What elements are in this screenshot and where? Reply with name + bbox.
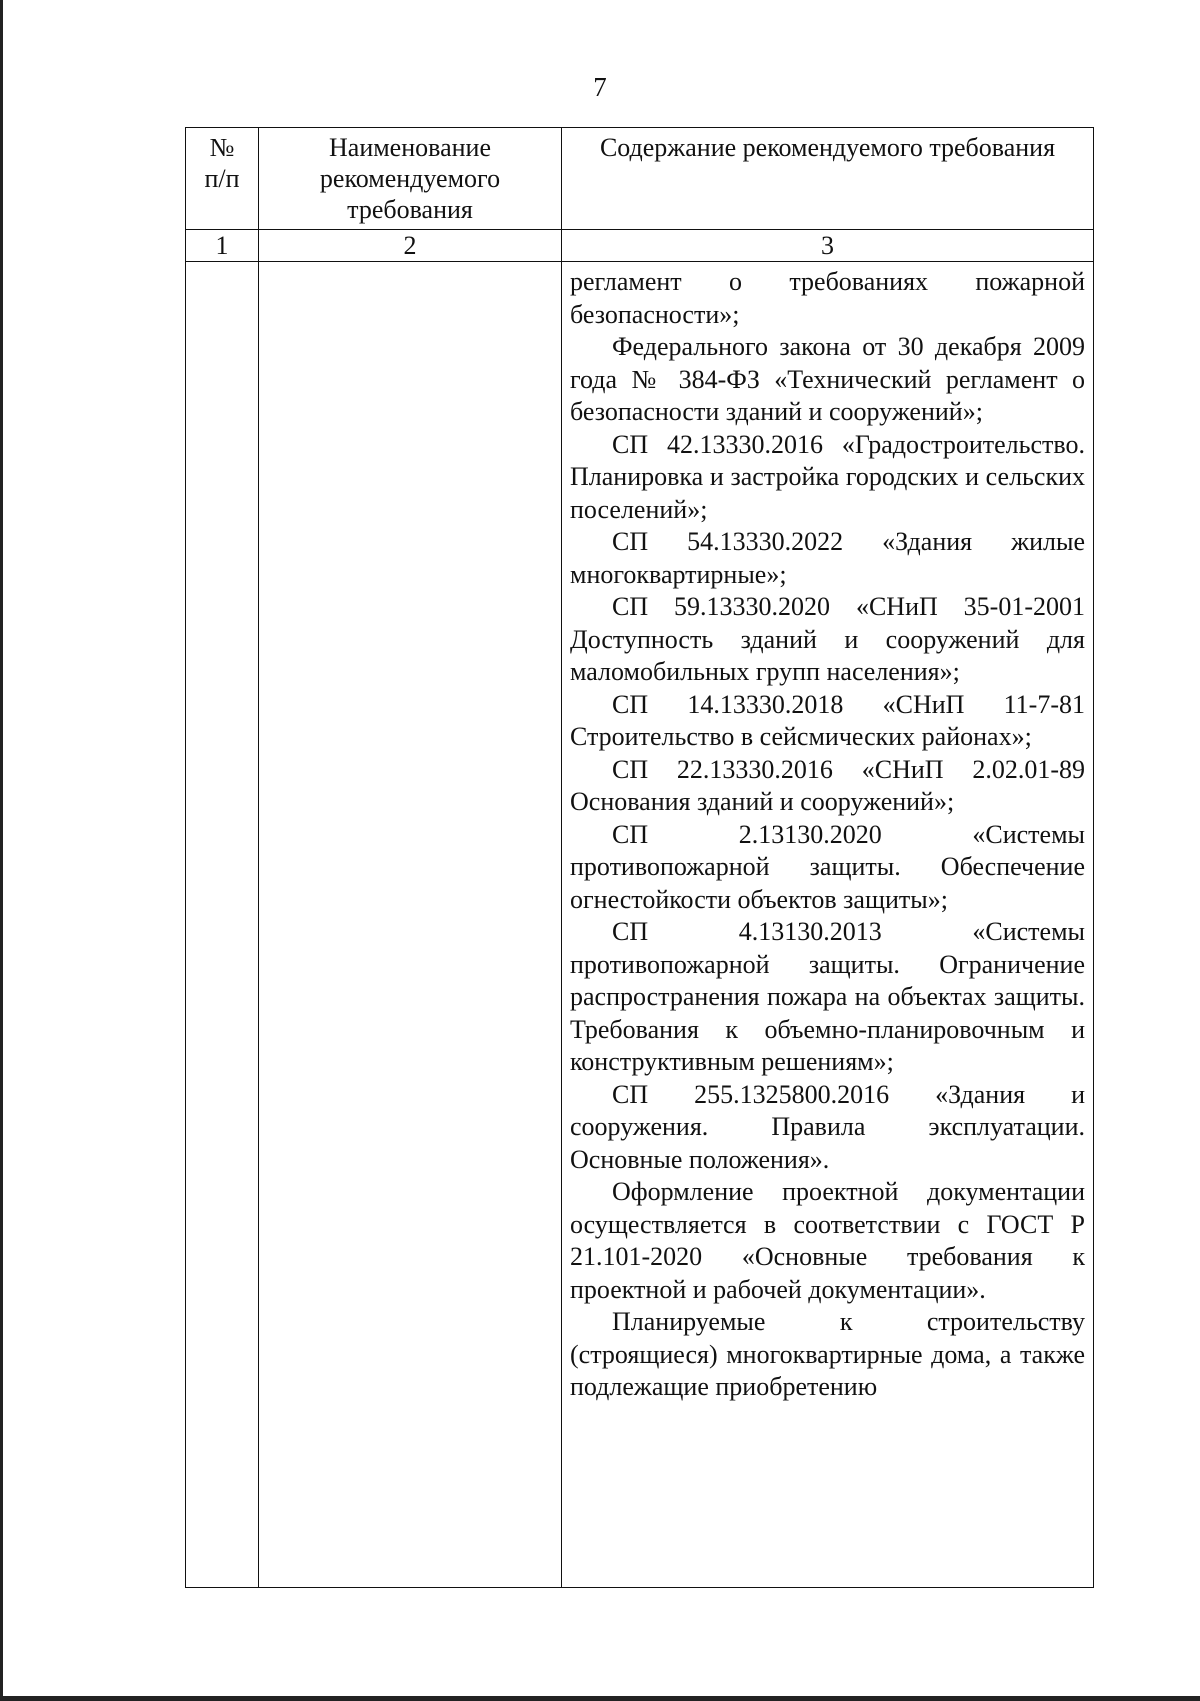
row-number-cell — [186, 262, 259, 1588]
content-paragraph: СП 4.13130.2013 «Системы противопожарной защиты. Ограничение распространения пожара на объектах защиты. Требования к объемно-планировочным и конструктивным решениям»; — [570, 917, 1085, 1076]
header-number — [186, 128, 259, 230]
table-row — [186, 262, 1094, 1588]
content-paragraph: СП 22.13330.2016 «СНиП 2.02.01-89 Основания зданий и сооружений»; — [570, 754, 1085, 816]
header-requirement-content — [562, 128, 1094, 230]
column-number-row — [186, 230, 1094, 262]
header-requirement-name-label: Наименование рекомендуемого требования — [319, 133, 501, 224]
content-paragraph: Федерального закона от 30 декабря 2009 года № 384-ФЗ «Технический регламент о безопасности зданий и сооружений»; — [570, 332, 1085, 426]
scan-edge-bottom — [0, 1696, 1200, 1701]
requirements-table — [185, 127, 1094, 1588]
header-number-label: № п/п — [204, 133, 240, 193]
content-paragraph: Планируемые к строительству (строящиеся) многоквартирные дома, а также подлежащие приобретению — [570, 1307, 1085, 1401]
header-requirement-content-label: Содержание рекомендуемого требования — [599, 133, 1056, 162]
table-header-row — [186, 128, 1094, 230]
row-content-cell — [562, 262, 1094, 1588]
content-paragraph: СП 59.13330.2020 «СНиП 35-01-2001 Доступность зданий и сооружений для маломобильных групп населения»; — [570, 592, 1085, 686]
content-paragraph: регламент о требованиях пожарной безопасности»; — [570, 267, 1085, 329]
scan-edge-left — [0, 0, 3, 1701]
content-paragraph: СП 2.13130.2020 «Системы противопожарной защиты. Обеспечение огнестойкости объектов защиты»; — [570, 819, 1085, 914]
content-paragraph: СП 14.13330.2018 «СНиП 11-7-81 Строительство в сейсмических районах»; — [570, 689, 1085, 751]
column-number-3: 3 — [562, 230, 1094, 262]
row-name-cell — [259, 262, 562, 1588]
content-paragraph: СП 42.13330.2016 «Градостроительство. Планировка и застройка городских и сельских поселений»; — [570, 429, 1085, 524]
column-number-1: 1 — [186, 230, 259, 262]
content-paragraph: СП 54.13330.2022 «Здания жилые многоквартирные»; — [570, 527, 1085, 589]
content-paragraph: СП 255.1325800.2016 «Здания и сооружения. Правила эксплуатации. Основные положения». — [570, 1079, 1085, 1174]
header-requirement-name — [259, 128, 562, 230]
requirement-content — [562, 262, 1093, 1404]
content-paragraph: Оформление проектной документации осуществляется в соответствии с ГОСТ Р 21.101-2020 «Основные требования к проектной и рабочей документации». — [570, 1177, 1085, 1304]
column-number-2: 2 — [259, 230, 562, 262]
page-number: 7 — [593, 72, 607, 102]
